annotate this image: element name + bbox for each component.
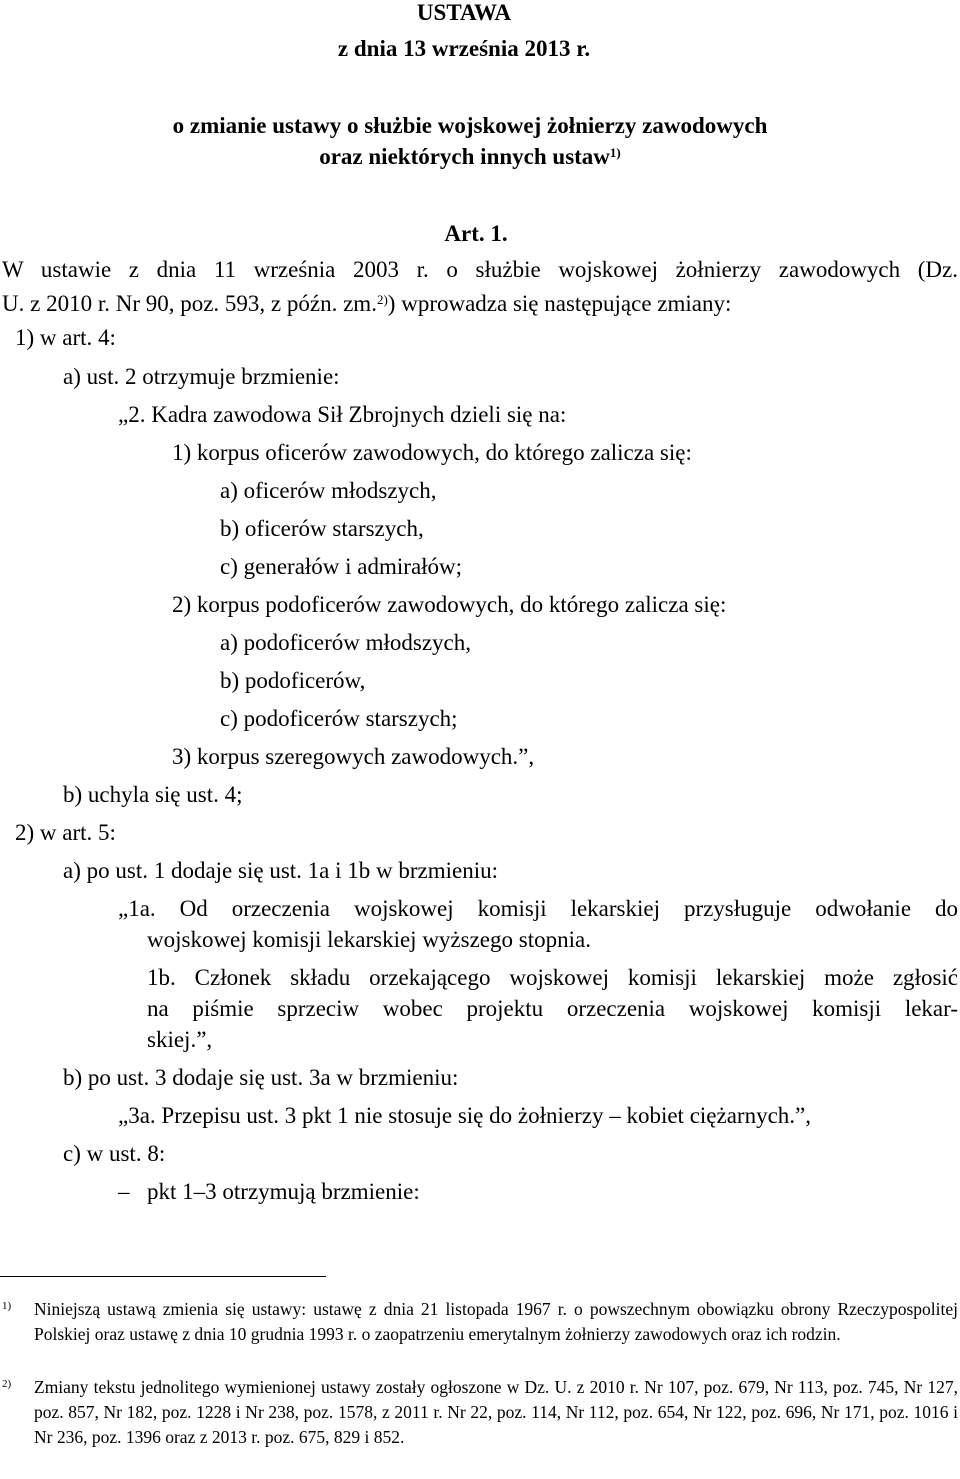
quote-ust-2-item-1a: a) oficerów młodszych, bbox=[220, 478, 437, 503]
act-subject-line-1: o zmianie ustawy o służbie wojskowej żołnierzy zawodowych bbox=[172, 113, 768, 138]
quote-ust-2-item-2: 2) korpus podoficerów zawodowych, do którego zalicza się: bbox=[172, 592, 727, 617]
quote-ust-2: „2. Kadra zawodowa Sił Zbrojnych dzieli się na: bbox=[118, 402, 567, 427]
point-1-b: b) uchyla się ust. 4; bbox=[63, 782, 243, 807]
quote-ust-2-item-3: 3) korpus szeregowych zawodowych.”, bbox=[172, 744, 535, 769]
footnote-ref-2: 2) bbox=[376, 292, 388, 307]
act-subject-line-2 bbox=[0, 142, 950, 172]
quote-ust-2-item-2b: b) podoficerów, bbox=[220, 668, 366, 693]
quote-ust-2-item-1b: b) oficerów starszych, bbox=[220, 516, 424, 541]
footnote-ref-1: 1) bbox=[609, 145, 621, 160]
point-2-c: c) w ust. 8: bbox=[63, 1141, 166, 1166]
footnote-1-text: Niniejszą ustawą zmienia się ustawy: ustawę z dnia 21 listopada 1967 r. o powszechnym obowiązku obrony Rzeczypospolitej Polskiej oraz ustawę z dnia 10 grudnia 1993 r. o zaopatrzeniu emerytalnym żołnierzy zawodowych oraz ich rodzin. bbox=[34, 1299, 958, 1344]
act-title: USTAWA bbox=[416, 0, 512, 25]
quote-ust-1b-line-2: na piśmie sprzeciw wobec projektu orzeczenia wojskowej komisji lekar- bbox=[147, 996, 958, 1021]
footnote-2-mark: 2) bbox=[2, 1378, 12, 1390]
point-2-b: b) po ust. 3 dodaje się ust. 3a w brzmieniu: bbox=[63, 1065, 459, 1090]
article-heading: Art. 1. bbox=[444, 221, 508, 246]
quote-ust-3a: „3a. Przepisu ust. 3 pkt 1 nie stosuje się do żołnierzy – kobiet ciężarnych.”, bbox=[118, 1103, 811, 1128]
footnote-2 bbox=[0, 1375, 960, 1479]
intro-tail: ) wprowadza się następujące zmiany: bbox=[387, 291, 732, 316]
footnote-separator bbox=[0, 1276, 326, 1277]
quote-ust-2-item-2c: c) podoficerów starszych; bbox=[220, 706, 458, 731]
point-1-a: a) ust. 2 otrzymuje brzmienie: bbox=[63, 364, 340, 389]
quote-ust-1a-line-2: wojskowej komisji lekarskiej wyższego stopnia. bbox=[147, 927, 591, 952]
footnote-1-mark: 1) bbox=[2, 1300, 12, 1312]
footnote-2-text: Zmiany tekstu jednolitego wymienionej ustawy zostały ogłoszone w Dz. U. z 2010 r. Nr 107, poz. 679, Nr 113, poz. 745, Nr 127, poz. 857, Nr 182, poz. 1228 i Nr 238, poz. 1578, z 2011 r. Nr 22, poz. 114, Nr 112, poz. 654, Nr 122, poz. 696, Nr 171, poz. 1016 i Nr 236, poz. 1396 oraz z 2013 r. poz. 675, 829 i 852. bbox=[34, 1377, 958, 1447]
point-2-c-dash: – bbox=[118, 1179, 130, 1204]
act-subject-text: oraz niektórych innych ustaw bbox=[319, 144, 610, 169]
quote-ust-2-item-2a: a) podoficerów młodszych, bbox=[220, 630, 472, 655]
article-intro-line-1: W ustawie z dnia 11 września 2003 r. o służbie wojskowej żołnierzy zawodowych (Dz. bbox=[2, 257, 958, 282]
point-2: 2) w art. 5: bbox=[15, 820, 116, 845]
point-2-c-text: pkt 1–3 otrzymują brzmienie: bbox=[147, 1179, 420, 1204]
intro-citation: U. z 2010 r. Nr 90, poz. 593, z późn. zm. bbox=[2, 291, 377, 316]
quote-ust-2-item-1: 1) korpus oficerów zawodowych, do którego zalicza się: bbox=[172, 440, 692, 465]
quote-ust-1b-line-3: skiej.”, bbox=[147, 1027, 213, 1052]
point-2-a: a) po ust. 1 dodaje się ust. 1a i 1b w brzmieniu: bbox=[63, 858, 499, 883]
footnote-1 bbox=[0, 1297, 960, 1377]
quote-ust-2-item-1c: c) generałów i admirałów; bbox=[220, 554, 463, 579]
point-1: 1) w art. 4: bbox=[15, 325, 116, 350]
quote-ust-1b-line-1: 1b. Członek składu orzekającego wojskowej komisji lekarskiej może zgłosić bbox=[147, 965, 958, 990]
article-intro-line-2 bbox=[2, 289, 731, 319]
act-date: z dnia 13 września 2013 r. bbox=[337, 36, 591, 61]
quote-ust-1a-line-1: „1a. Od orzeczenia wojskowej komisji lekarskiej przysługuje odwołanie do bbox=[118, 896, 958, 921]
